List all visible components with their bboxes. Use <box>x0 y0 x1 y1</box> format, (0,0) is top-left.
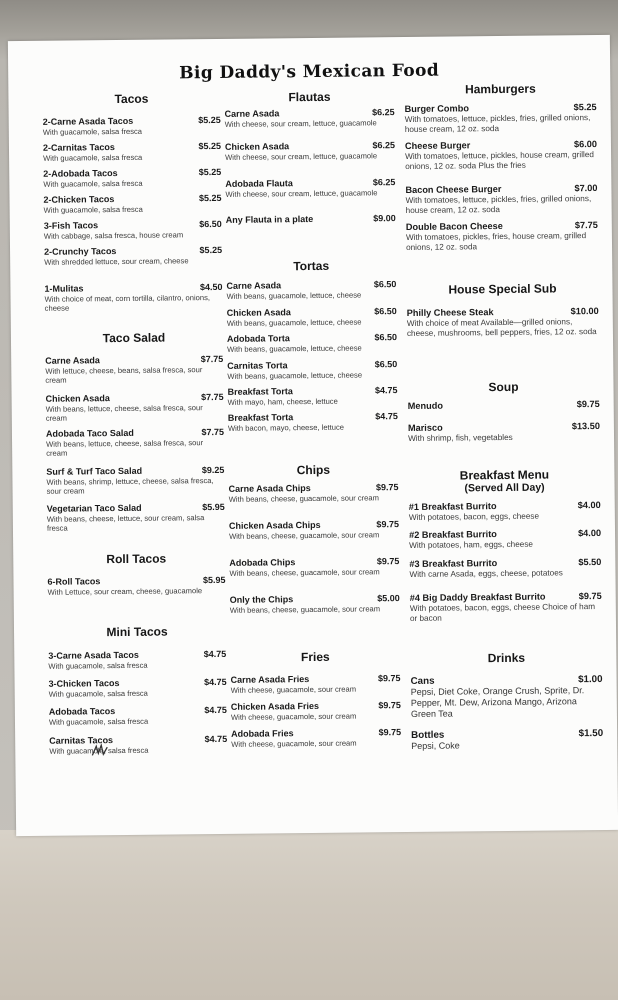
menu-item-price: $7.75 <box>200 353 224 365</box>
menu-item-description: With beans, guacamole, lettuce, cheese <box>226 290 362 301</box>
menu-item-name: 2-Chicken Tacos <box>43 194 115 205</box>
menu-item-description: With beans, cheese, guacamole, sour cream <box>229 530 380 541</box>
menu-item-description: With tomatoes, pickles, fries, house cream, grilled onions, 12 oz. soda <box>405 231 587 252</box>
menu-item-name: Carne Asada Fries <box>230 674 310 685</box>
menu-item-price: $4.75 <box>204 733 228 745</box>
menu-item <box>225 177 395 199</box>
menu-item-name: #3 Breakfast Burrito <box>409 558 498 569</box>
menu-item-name: Cans <box>410 675 435 687</box>
menu-item-description: With beans, lettuce, cheese, salsa fresca, sour cream <box>46 438 204 459</box>
menu-item-name: Adobada Fries <box>231 728 294 739</box>
menu-item <box>43 167 221 189</box>
menu-item-price: $9.75 <box>576 398 600 410</box>
menu-item-name: 2-Carne Asada Tacos <box>42 115 134 127</box>
menu-item-name: Adobada Taco Salad <box>45 427 134 439</box>
menu-item-description: With mayo, ham, cheese, lettuce <box>227 396 338 407</box>
menu-item-description: With cabbage, salsa fresca, house cream <box>43 230 184 241</box>
menu-item-price: $6.50 <box>199 218 222 230</box>
menu-item-price: $5.25 <box>198 140 222 152</box>
menu-item-description: With potatoes, bacon, eggs, cheese Choice of ham or bacon <box>409 602 596 623</box>
menu-item <box>405 139 597 172</box>
menu-item <box>405 102 597 135</box>
menu-item-price: $6.25 <box>372 140 396 151</box>
menu-item-description: With tomatoes, lettuce, pickles, fries, grilled onions, house cream, 12 oz. soda <box>405 194 592 215</box>
menu-item-price: $9.00 <box>373 213 396 224</box>
menu-item-price: $6.50 <box>374 306 397 317</box>
menu-item-price: $13.50 <box>571 420 600 432</box>
menu-item-name: 3-Fish Tacos <box>43 220 99 231</box>
menu-item <box>230 593 400 615</box>
menu-item-description: With beans, cheese, guacamole, sour cream <box>229 604 381 615</box>
section-title-drinks: Drinks <box>487 650 526 666</box>
menu-item-price: $9.75 <box>578 590 602 602</box>
menu-item-price: $10.00 <box>570 306 599 317</box>
menu-item-name: Bacon Cheese Burger <box>405 184 502 196</box>
menu-item <box>229 482 399 504</box>
menu-item-price: $5.25 <box>198 192 222 204</box>
menu-item-price: $5.25 <box>199 244 223 256</box>
menu-item <box>411 674 603 720</box>
menu-item <box>43 141 221 163</box>
menu-item-name: Chicken Asada Fries <box>230 700 320 712</box>
menu-item-description: With beans, cheese, guacamole, sour cream <box>229 567 380 578</box>
menu-item-name: 2-Adobada Tacos <box>43 168 118 179</box>
menu-item <box>227 359 397 381</box>
section-title-tacos: Tacos <box>114 91 149 107</box>
menu-item <box>409 500 601 523</box>
menu-item-description: With potatoes, bacon, eggs, cheese <box>408 511 540 523</box>
menu-title: Big Daddy's Mexican Food <box>179 60 440 84</box>
menu-item-description: With beans, guacamole, lettuce, cheese <box>227 343 362 354</box>
menu-item <box>231 727 401 749</box>
menu-item <box>407 306 599 339</box>
menu-item-description: With bacon, mayo, cheese, lettuce <box>227 422 345 433</box>
menu-column-right <box>404 81 604 751</box>
menu-item-price: $4.75 <box>203 676 227 688</box>
menu-item-price: $5.50 <box>578 556 602 568</box>
menu-item-name: 2-Crunchy Tacos <box>44 246 117 257</box>
menu-item <box>227 306 397 328</box>
menu-item-name: Vegetarian Taco Salad <box>46 502 142 514</box>
menu-item-description: Pepsi, Coke <box>411 740 460 751</box>
section-title-tortas: Tortas <box>293 258 330 274</box>
menu-item-description: With beans, shrimp, lettuce, cheese, salsa fresca, sour cream <box>46 476 214 497</box>
menu-item <box>46 392 224 424</box>
menu-item-price: $5.95 <box>202 574 226 586</box>
menu-item-description: With choice of meat Available—grilled onions, cheese, mushrooms, bell peppers, fries, 12 oz. soda <box>406 317 597 338</box>
menu-item <box>49 677 227 699</box>
section-title-mini-tacos: Mini Tacos <box>106 624 168 640</box>
menu-item <box>47 575 225 597</box>
menu-item-name: Carne Asada Chips <box>228 483 311 494</box>
menu-column-left <box>42 91 228 756</box>
floor-background <box>0 830 618 1000</box>
menu-item <box>49 705 227 727</box>
menu-item-price: $7.00 <box>574 183 598 194</box>
menu-item <box>225 107 395 129</box>
section-title-chips: Chips <box>296 462 331 478</box>
menu-item-name: Carne Asada <box>224 108 280 119</box>
menu-item <box>47 502 225 534</box>
menu-item <box>46 465 224 497</box>
menu-item-name: Cheese Burger <box>404 140 471 152</box>
menu-item-name: #4 Big Daddy Breakfast Burrito <box>409 591 546 603</box>
menu-item-description: With guacamole, salsa fresca <box>43 152 143 163</box>
menu-item-name: #2 Breakfast Burrito <box>408 529 497 540</box>
menu-item <box>410 591 602 624</box>
menu-item-price: $9.75 <box>378 727 402 738</box>
menu-item-price: $4.75 <box>204 704 227 716</box>
menu-item-price: $4.50 <box>199 281 223 293</box>
menu-item-name: Adobada Tacos <box>48 706 116 717</box>
menu-item-description: With cheese, sour cream, lettuce, guacamole <box>224 118 377 129</box>
menu-item <box>229 519 399 541</box>
menu-item-price: $9.75 <box>376 519 399 530</box>
menu-item <box>49 734 227 756</box>
menu-item <box>44 219 222 241</box>
menu-item-price: $4.00 <box>577 499 601 511</box>
menu-item-price: $6.50 <box>374 332 398 343</box>
menu-item-description: With tomatoes, lettuce, pickles, fries, grilled onions, house cream, 12 oz. soda <box>404 113 591 134</box>
menu-item <box>46 427 224 459</box>
menu-item <box>44 282 222 314</box>
menu-item <box>231 673 401 695</box>
menu-item-name: Surf & Turf Taco Salad <box>46 465 143 477</box>
menu-item <box>409 528 601 551</box>
menu-item <box>405 183 597 216</box>
menu-item-name: Adobada Torta <box>226 333 290 344</box>
menu-item <box>231 700 401 722</box>
menu-item-name: Bottles <box>411 729 445 741</box>
section-title-fries: Fries <box>300 649 330 665</box>
menu-item-name: Chicken Asada <box>45 393 110 404</box>
menu-item-description: With beans, lettuce, cheese, salsa fresca, sour cream <box>45 403 203 424</box>
menu-item-price: $5.25 <box>573 102 597 113</box>
menu-item-name: Carne Asada <box>45 355 100 366</box>
section-title-roll-tacos: Roll Tacos <box>106 551 167 567</box>
breakfast-title: Breakfast Menu <box>459 467 550 483</box>
menu-item-description: With cheese, guacamole, sour cream <box>231 738 357 749</box>
menu-item-description: With shrimp, fish, vegetables <box>407 432 513 444</box>
menu-item-price: $6.50 <box>373 279 397 290</box>
section-title-house-special-sub: House Special Sub <box>448 281 557 297</box>
section-title-flautas: Flautas <box>288 89 331 105</box>
menu-item-price: $7.75 <box>574 220 598 231</box>
menu-sheet <box>8 35 618 836</box>
menu-item-price: $9.75 <box>377 673 401 684</box>
menu-item-name: #1 Breakfast Burrito <box>408 501 497 513</box>
menu-item <box>48 649 226 671</box>
menu-item <box>44 245 222 267</box>
menu-item-name: Carnitas Torta <box>227 360 288 371</box>
menu-item-row <box>226 213 396 226</box>
menu-item <box>228 411 398 433</box>
menu-item-price: $7.75 <box>201 391 224 403</box>
section-title-soup: Soup <box>488 379 519 395</box>
menu-item <box>227 385 397 407</box>
menu-item-price: $9.75 <box>376 556 400 567</box>
menu-item-price: $6.25 <box>372 107 395 118</box>
menu-item-description: With shredded lettuce, sour cream, cheese <box>44 256 189 267</box>
menu-item <box>226 279 396 301</box>
menu-item-description: With guacamole, salsa fresca <box>48 716 149 727</box>
menu-item <box>43 115 221 137</box>
menu-item-description: With cheese, guacamole, sour cream <box>230 684 357 695</box>
menu-item-description: With cheese, sour cream, lettuce, guacamole <box>225 188 378 199</box>
menu-item-description: With guacamole, salsa fresca <box>43 204 143 215</box>
menu-item-description: With guacamole, salsa fresca <box>48 688 148 699</box>
menu-item <box>226 213 396 226</box>
menu-item-price: $5.25 <box>198 114 221 126</box>
menu-item-description: With guacamole, salsa fresca <box>49 745 149 756</box>
menu-item-price: $1.50 <box>578 727 604 740</box>
menu-item-name: 2-Carnitas Tacos <box>42 142 115 153</box>
menu-item-description: With beans, guacamole, lettuce, cheese <box>227 370 363 381</box>
menu-item-price: $6.25 <box>372 177 396 188</box>
menu-item-name: 6-Roll Tacos <box>47 576 101 587</box>
menu-item-name: Burger Combo <box>404 103 469 115</box>
menu-item-description: With cheese, sour cream, lettuce, guacamole <box>225 151 378 162</box>
menu-item-price: $5.25 <box>198 166 222 178</box>
menu-item <box>408 399 600 412</box>
menu-item-description: With beans, cheese, lettuce, sour cream, salsa fresca <box>46 513 205 534</box>
menu-item-name: Adobada Chips <box>229 557 296 568</box>
menu-item <box>227 332 397 354</box>
menu-item-name: Chicken Asada Chips <box>228 519 321 531</box>
menu-item <box>408 421 600 444</box>
menu-item-price: $9.75 <box>378 700 401 711</box>
menu-item-name: Philly Cheese Steak <box>406 307 494 319</box>
menu-item-name: 3-Chicken Tacos <box>48 678 120 689</box>
menu-item-description: With beans, cheese, guacamole, sour cream <box>228 493 379 504</box>
menu-item-name: Marisco <box>407 422 443 434</box>
menu-item-price: $5.00 <box>377 593 400 604</box>
menu-item-description: With guacamole, salsa fresca <box>48 660 148 671</box>
menu-item-description: With guacamole, salsa fresca <box>43 178 143 189</box>
menu-item-description: With potatoes, ham, eggs, cheese <box>409 539 533 550</box>
menu-item-price: $6.50 <box>374 359 398 370</box>
menu-item-name: Only the Chips <box>229 594 294 605</box>
pen-scribble-mark <box>91 743 109 757</box>
menu-item-description: With guacamole, salsa fresca <box>42 126 143 137</box>
menu-item <box>43 193 221 215</box>
menu-item-description: With tomatoes, lettuce, pickles, house cream, grilled onions, 12 oz. soda Plus the fries <box>405 150 594 171</box>
menu-item-name: 3-Carne Asada Tacos <box>48 649 139 661</box>
menu-item-price: $9.75 <box>375 482 399 493</box>
menu-item-price: $7.75 <box>201 426 225 438</box>
menu-item-price: $4.75 <box>203 648 227 660</box>
menu-item-name: Breakfast Torta <box>227 386 293 397</box>
menu-item <box>411 728 603 752</box>
menu-item-description: With Lettuce, sour cream, cheese, guacamole <box>47 586 203 597</box>
section-title-breakfast <box>408 468 600 496</box>
menu-item-name: Adobada Flauta <box>225 178 293 189</box>
menu-item-name: Chicken Asada <box>224 141 290 152</box>
menu-column-middle <box>224 89 402 749</box>
menu-item-description: With choice of meat, corn tortilla, cilantro, onions, cheese <box>44 293 211 314</box>
menu-item <box>225 140 395 162</box>
menu-item-row <box>408 399 600 412</box>
menu-item <box>45 354 223 386</box>
menu-item-name: Chicken Asada <box>226 307 291 318</box>
menu-item-description: With beans, guacamole, lettuce, cheese <box>226 317 362 328</box>
menu-item-price: $1.00 <box>577 673 603 686</box>
menu-item-description: With lettuce, cheese, beans, salsa fresca, sour cream <box>45 365 203 386</box>
menu-item-price: $4.75 <box>374 385 398 396</box>
menu-item-price: $6.00 <box>573 139 598 150</box>
menu-item-description: With carne Asada, eggs, cheese, potatoes <box>409 568 563 579</box>
menu-item <box>409 557 601 580</box>
menu-item-name: Menudo <box>407 400 443 412</box>
menu-item <box>406 220 598 253</box>
menu-item-name: 1-Mulitas <box>44 283 84 294</box>
menu-item-name: Breakfast Torta <box>227 412 294 423</box>
section-title-taco-salad: Taco Salad <box>102 330 166 346</box>
menu-item <box>229 556 399 578</box>
breakfast-subtitle: (Served All Day) <box>464 481 545 495</box>
menu-item-price: $4.00 <box>577 527 602 539</box>
menu-item-price: $5.95 <box>202 501 225 513</box>
menu-item-name: Double Bacon Cheese <box>405 221 503 233</box>
menu-item-description: Pepsi, Diet Coke, Orange Crush, Sprite, Dr. Pepper, Mt. Dew, Arizona Mango, Arizona Green Tea <box>410 685 585 719</box>
section-title-hamburgers: Hamburgers <box>464 81 536 97</box>
menu-item-price: $4.75 <box>375 411 398 422</box>
menu-item-description: With cheese, guacamole, sour cream <box>230 711 357 722</box>
menu-item-name: Carne Asada <box>226 280 282 291</box>
menu-item-name: Any Flauta in a plate <box>225 213 314 225</box>
menu-item-name: Carnitas Tacos <box>49 735 114 746</box>
menu-item-price: $9.25 <box>201 464 225 476</box>
